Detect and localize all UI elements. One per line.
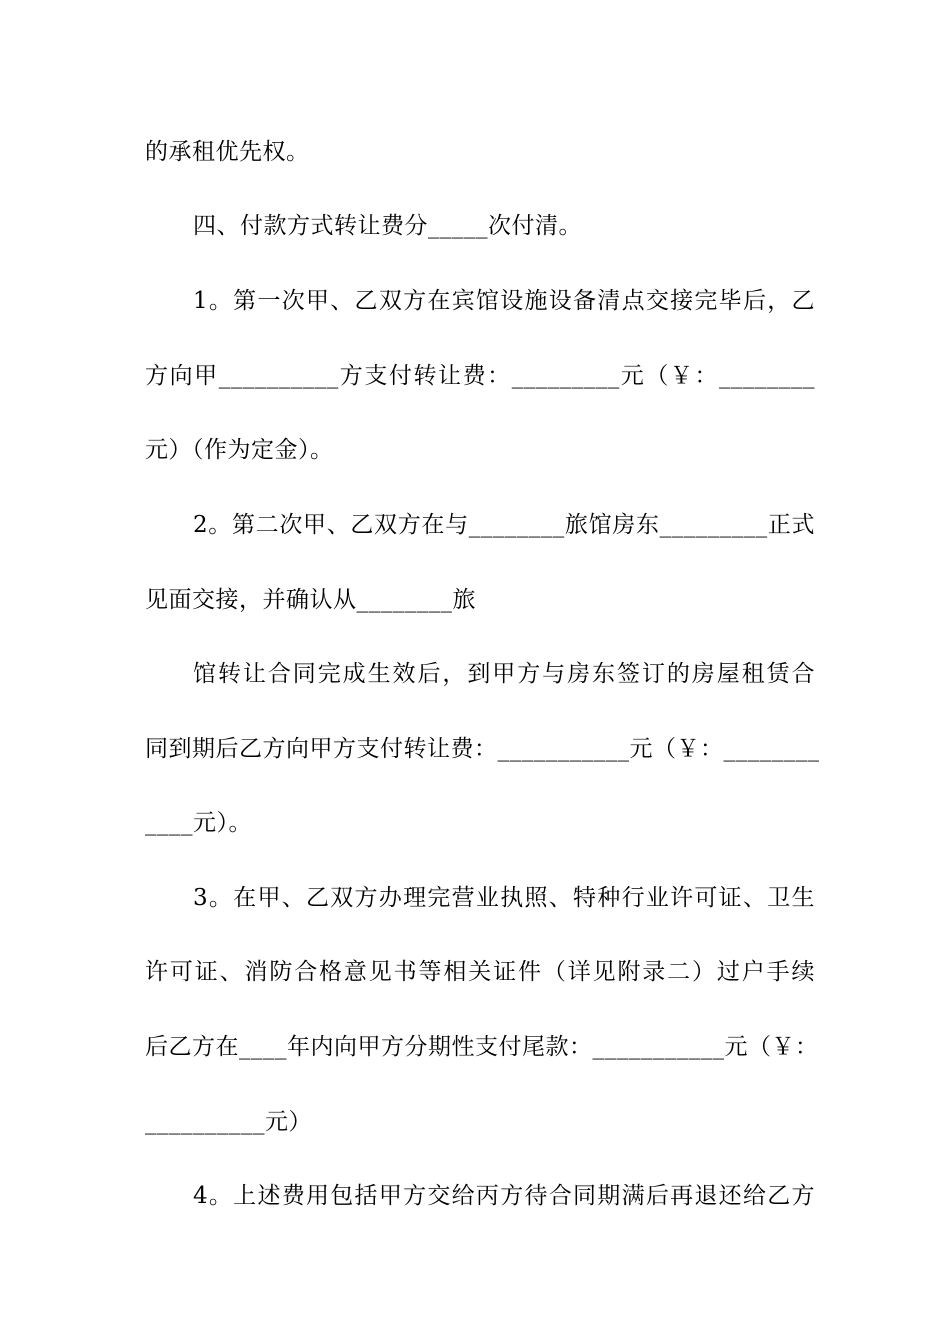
text-line: 3。在甲、乙双方办理完营业执照、特种行业许可证、卫生	[193, 885, 815, 911]
text-line: 方向甲__________方支付转让费：_________元（￥：________	[145, 363, 815, 389]
text-line: 2。第二次甲、乙双方在与________旅馆房东_________正式	[193, 512, 815, 538]
text-line: 1。第一次甲、乙双方在宾馆设施设备清点交接完毕后，乙	[193, 288, 815, 314]
text-line: ____元）。	[145, 810, 252, 836]
text-line: 元）（作为定金）。	[145, 437, 334, 463]
text-line: 见面交接，并确认从________旅	[145, 587, 476, 613]
text-line: 同到期后乙方向甲方支付转让费：___________元（￥：________	[145, 736, 820, 762]
section-heading-payment: 四、付款方式转让费分_____次付清。	[193, 213, 582, 239]
text-line: 后乙方在____年内向甲方分期性支付尾款：___________元（￥：	[145, 1034, 819, 1060]
text-line: 馆转让合同完成生效后，到甲方与房东签订的房屋租赁合	[193, 661, 815, 687]
text-line: 的承租优先权。	[145, 139, 310, 165]
text-line: 许可证、消防合格意见书等相关证件（详见附录二）过户手续	[145, 959, 815, 985]
text-line: __________元）	[145, 1109, 312, 1135]
text-line: 4。上述费用包括甲方交给丙方待合同期满后再退还给乙方	[193, 1183, 815, 1209]
